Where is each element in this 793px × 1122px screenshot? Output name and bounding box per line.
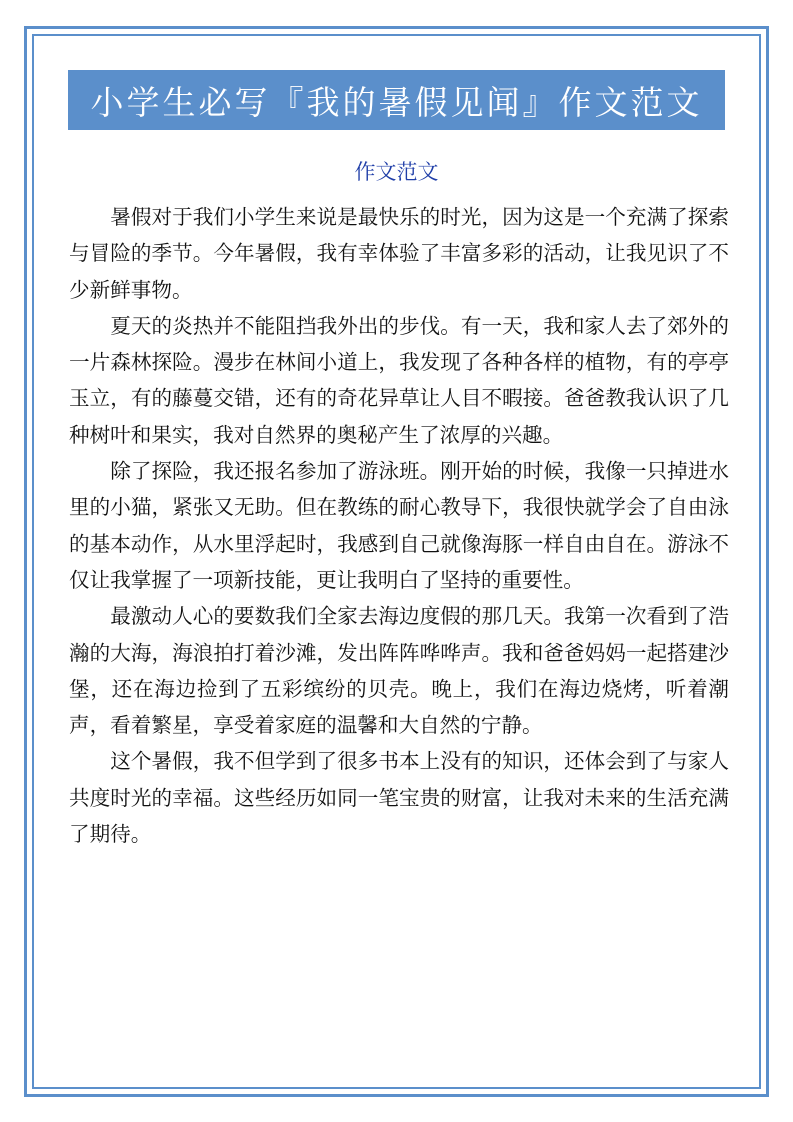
page-title: 小学生必写『我的暑假见闻』作文范文 [90,82,703,122]
essay-paragraph-4: 最激动人心的要数我们全家去海边度假的那几天。我第一次看到了浩瀚的大海，海浪拍打着沙滩，发出阵阵哗哗声。我和爸爸妈妈一起搭建沙堡，还在海边捡到了五彩缤纷的贝壳。晚上，我们在海边烧烤，听着潮声，看着繁星，享受着家庭的温馨和大自然的宁静。 [69,604,729,738]
essay-body [69,199,729,852]
section-subtitle: 作文范文 [354,160,439,184]
essay-paragraph-1: 暑假对于我们小学生来说是最快乐的时光，因为这是一个充满了探索与冒险的季节。今年暑假，我有幸体验了丰富多彩的活动，让我见识了不少新鲜事物。 [69,205,729,302]
essay-paragraph-2: 夏天的炎热并不能阻挡我外出的步伐。有一天，我和家人去了郊外的一片森林探险。漫步在林间小道上，我发现了各种各样的植物，有的亭亭玉立，有的藤蔓交错，还有的奇花异草让人目不暇接。爸爸教我认识了几种树叶和果实，我对自然界的奥秘产生了浓厚的兴趣。 [69,313,729,447]
essay-paragraph-5: 这个暑假，我不但学到了很多书本上没有的知识，还体会到了与家人共度时光的幸福。这些经历如同一笔宝贵的财富，让我对未来的生活充满了期待。 [69,749,729,847]
title-banner [68,70,725,130]
essay-paragraph-3: 除了探险，我还报名参加了游泳班。刚开始的时候，我像一只掉进水里的小猫，紧张又无助。但在教练的耐心教导下，我很快就学会了自由泳的基本动作，从水里浮起时，我感到自己就像海豚一样自由自在。游泳不仅让我掌握了一项新技能，更让我明白了坚持的重要性。 [69,459,729,592]
